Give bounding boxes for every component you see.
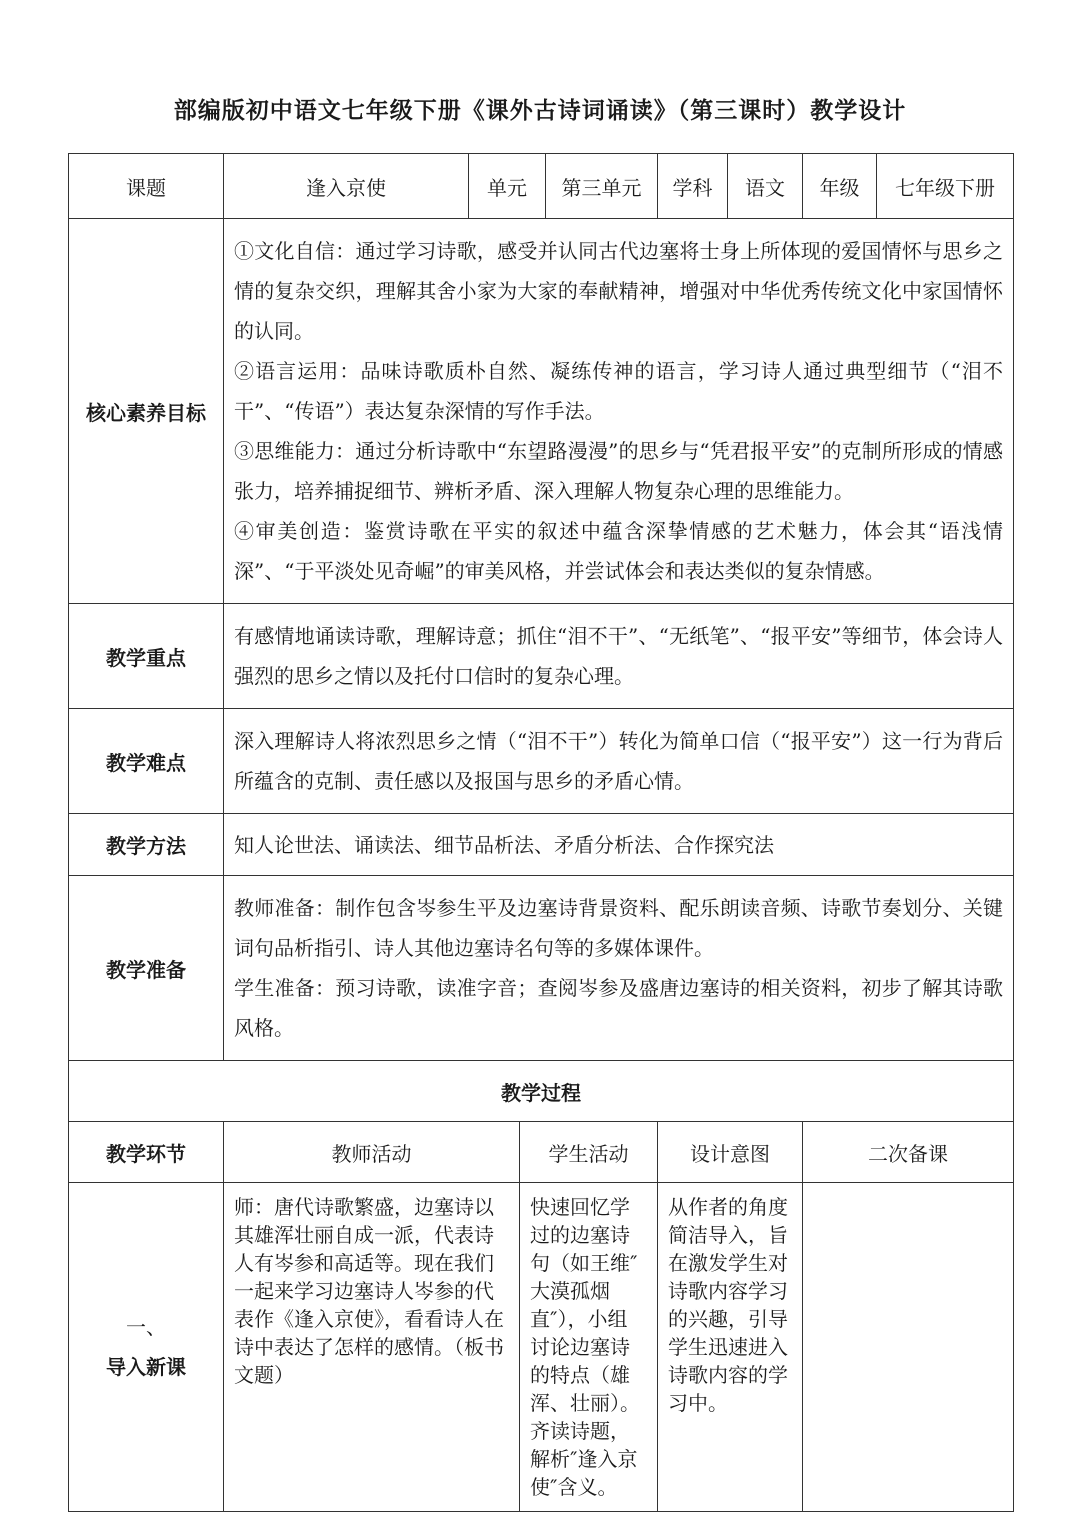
core-goals-content (224, 219, 1014, 604)
design-intent: 从作者的角度简洁导入，旨在激发学生对诗歌内容学习的兴趣，引导学生迅速进入诗歌内容的学习中。 (658, 1183, 803, 1512)
subject-value: 语文 (728, 154, 803, 219)
key-points-text: 有感情地诵读诗歌，理解诗意；抓住“泪不干”、“无纸笔”、“报平安”等细节，体会诗人强烈的思乡之情以及托付口信时的复杂心理。 (224, 604, 1014, 709)
methods-row (69, 814, 1014, 876)
subject-label: 学科 (658, 154, 728, 219)
page-title: 部编版初中语文七年级下册《课外古诗词诵读》（第三课时）教学设计 (173, 97, 907, 124)
lesson-plan-table (68, 153, 1014, 1512)
stage-name: 导入新课 (106, 1355, 186, 1379)
core-goal-item: ②语言运用：品味诗歌质朴自然、凝练传神的语言，学习诗人通过典型细节（“泪不干”、“传语”）表达复杂深情的写作手法。 (234, 359, 1003, 423)
process-heading-row (69, 1061, 1014, 1122)
preparation-content (224, 876, 1014, 1061)
core-goals-label: 核心素养目标 (69, 219, 224, 604)
header-row (69, 154, 1014, 219)
core-goal-item: ④审美创造：鉴赏诗歌在平实的叙述中蕴含深挚情感的艺术魅力，体会其“语浅情深”、“于平淡处见奇崛”的审美风格，并尝试体会和表达类似的复杂情感。 (234, 519, 1003, 583)
student-activity (520, 1183, 658, 1512)
topic-value: 逢入京使 (224, 154, 469, 219)
methods-text: 知人论世法、诵读法、细节品析法、矛盾分析法、合作探究法 (224, 814, 1014, 876)
difficulties-label: 教学难点 (69, 709, 224, 814)
stage-cell (69, 1183, 224, 1512)
unit-label: 单元 (469, 154, 546, 219)
column-header-student: 学生活动 (520, 1122, 658, 1183)
table-row (69, 1183, 1014, 1512)
core-goal-item: ③思维能力：通过分析诗歌中“东望路漫漫”的思乡与“凭君报平安”的克制所形成的情感张力，培养捕捉细节、辨析矛盾、深入理解人物复杂心理的思维能力。 (234, 439, 1003, 503)
grade-label: 年级 (803, 154, 877, 219)
column-header-stage: 教学环节 (69, 1122, 224, 1183)
teacher-preparation: 教师准备：制作包含岑参生平及边塞诗背景资料、配乐朗读音频、诗歌节奏划分、关键词句品析指引、诗人其他边塞诗名句等的多媒体课件。 (234, 896, 1003, 960)
topic-label: 课题 (69, 154, 224, 219)
column-header-intent: 设计意图 (658, 1122, 803, 1183)
second-prep (803, 1183, 1014, 1512)
student-preparation: 学生准备：预习诗歌，读准字音；查阅岑参及盛唐边塞诗的相关资料，初步了解其诗歌风格。 (234, 976, 1003, 1040)
key-points-label: 教学重点 (69, 604, 224, 709)
core-goal-item: ①文化自信：通过学习诗歌，感受并认同古代边塞将士身上所体现的爱国情怀与思乡之情的复杂交织，理解其舍小家为大家的奉献精神，增强对中华优秀传统文化中家国情怀的认同。 (234, 239, 1003, 343)
column-header-teacher: 教师活动 (224, 1122, 520, 1183)
column-header-second-prep: 二次备课 (803, 1122, 1014, 1183)
process-heading: 教学过程 (69, 1061, 1014, 1122)
difficulties-text: 深入理解诗人将浓烈思乡之情（“泪不干”）转化为简单口信（“报平安”）这一行为背后所蕴含的克制、责任感以及报国与思乡的矛盾心情。 (224, 709, 1014, 814)
teacher-activity: 师：唐代诗歌繁盛，边塞诗以其雄浑壮丽自成一派，代表诗人有岑参和高适等。现在我们一起来学习边塞诗人岑参的代表作《逢入京使》，看看诗人在诗中表达了怎样的感情。（板书文题） (224, 1183, 520, 1512)
methods-label: 教学方法 (69, 814, 224, 876)
preparation-label: 教学准备 (69, 876, 224, 1061)
grade-value: 七年级下册 (877, 154, 1014, 219)
key-points-row (69, 604, 1014, 709)
process-column-headers (69, 1122, 1014, 1183)
student-activity-1: 快速回忆学过的边塞诗句（如王维″大漠孤烟直″），小组讨论边塞诗的特点（雄浑、壮丽）。 (530, 1195, 640, 1415)
student-activity-2: 齐读诗题，解析″逢入京使″含义。 (530, 1419, 638, 1499)
difficulties-row (69, 709, 1014, 814)
preparation-row (69, 876, 1014, 1061)
unit-value: 第三单元 (546, 154, 658, 219)
stage-number: 一、 (126, 1315, 166, 1339)
core-goals-row (69, 219, 1014, 604)
